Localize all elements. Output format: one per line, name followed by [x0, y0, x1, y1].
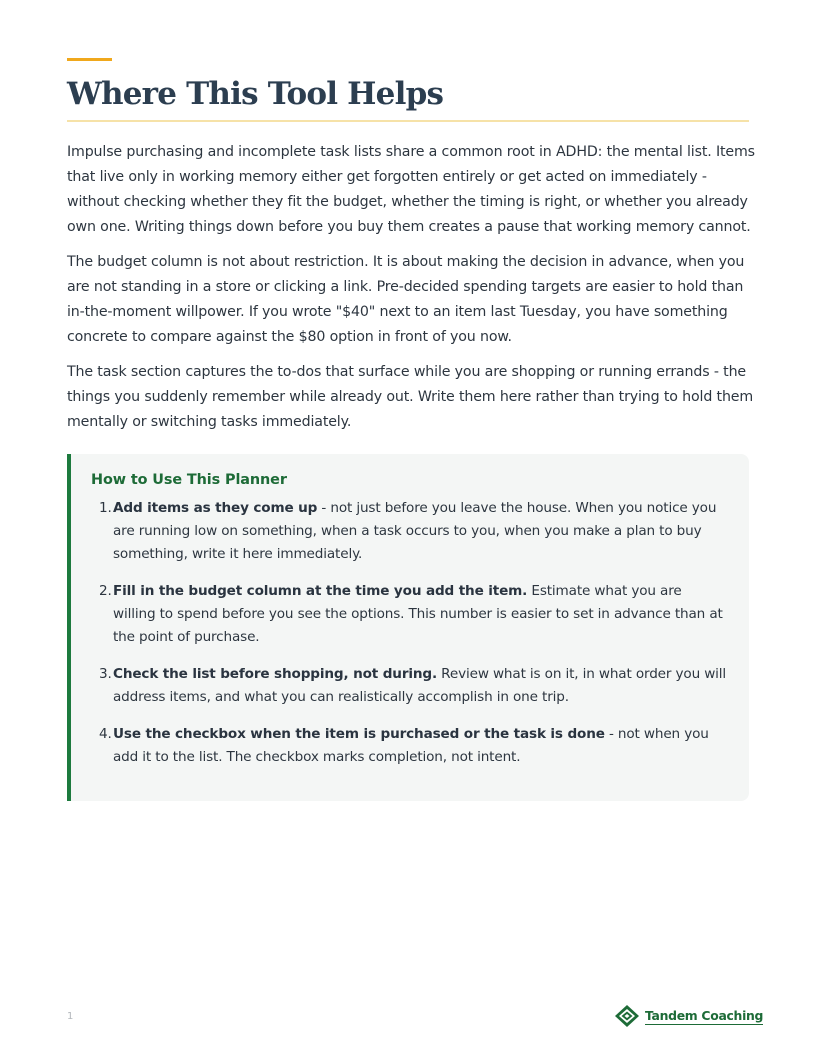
how-to-heading: How to Use This Planner	[91, 472, 287, 488]
page-number: 1	[67, 1011, 74, 1022]
step-text: Estimate what you are willing to spend before you see the options. This number is easier to set in advance than at the point of purchase.	[113, 583, 723, 645]
intro-paragraph: The task section captures the to-dos that surface while you are shopping or running errands - the things you suddenly remember while already out. Write them here rather than trying to hold them mentally or switching tasks immediately.	[67, 364, 754, 430]
how-to-step	[91, 497, 727, 566]
how-to-step	[91, 663, 727, 709]
step-text: Review what is on it, in what order you will address items, and what you can realistically accomplish in one trip.	[113, 666, 727, 705]
step-text: - not just before you leave the house. When you notice you are running low on something, when a task occurs to you, when you make a plan to buy something, write it here immediately.	[113, 500, 717, 562]
how-to-callout	[67, 454, 749, 801]
step-number: 3.	[99, 666, 112, 682]
step-bold-text: Fill in the budget column at the time you add the item.	[113, 583, 528, 599]
page-title: Where This Tool Helps	[67, 76, 444, 112]
brand-name: Tandem Coaching	[645, 1007, 764, 1023]
step-bold-text: Check the list before shopping, not during.	[113, 666, 438, 682]
how-to-step	[91, 723, 727, 769]
brand-logo	[614, 1004, 763, 1028]
intro-section	[67, 140, 757, 445]
step-bold-text: Add items as they come up	[113, 500, 318, 516]
intro-paragraph: The budget column is not about restriction. It is about making the decision in advance, when you are not standing in a store or clicking a link. Pre-decided spending targets are easier to hold than in-the-moment willpower. If you wrote "$40" next to an item last Tuesday, you have something concrete to compare against the $80 option in front of you now.	[67, 254, 745, 345]
step-number: 4.	[99, 726, 112, 742]
how-to-steps	[91, 497, 727, 769]
nested-diamond-icon	[614, 1004, 640, 1028]
intro-paragraph: Impulse purchasing and incomplete task lists share a common root in ADHD: the mental list. Items that live only in working memory either get forgotten entirely or get acted on immediately - without checking whether they fit the budget, whether the timing is right, or whether you already own one. Writing things down before you buy them creates a pause that working memory cannot.	[67, 144, 755, 235]
step-bold-text: Use the checkbox when the item is purchased or the task is done	[113, 726, 605, 742]
step-number: 2.	[99, 583, 112, 599]
step-number: 1.	[99, 500, 112, 516]
title-divider	[67, 120, 749, 122]
step-text: - not when you add it to the list. The checkbox marks completion, not intent.	[113, 726, 709, 765]
how-to-step	[91, 580, 727, 649]
title-accent-bar	[67, 58, 112, 61]
